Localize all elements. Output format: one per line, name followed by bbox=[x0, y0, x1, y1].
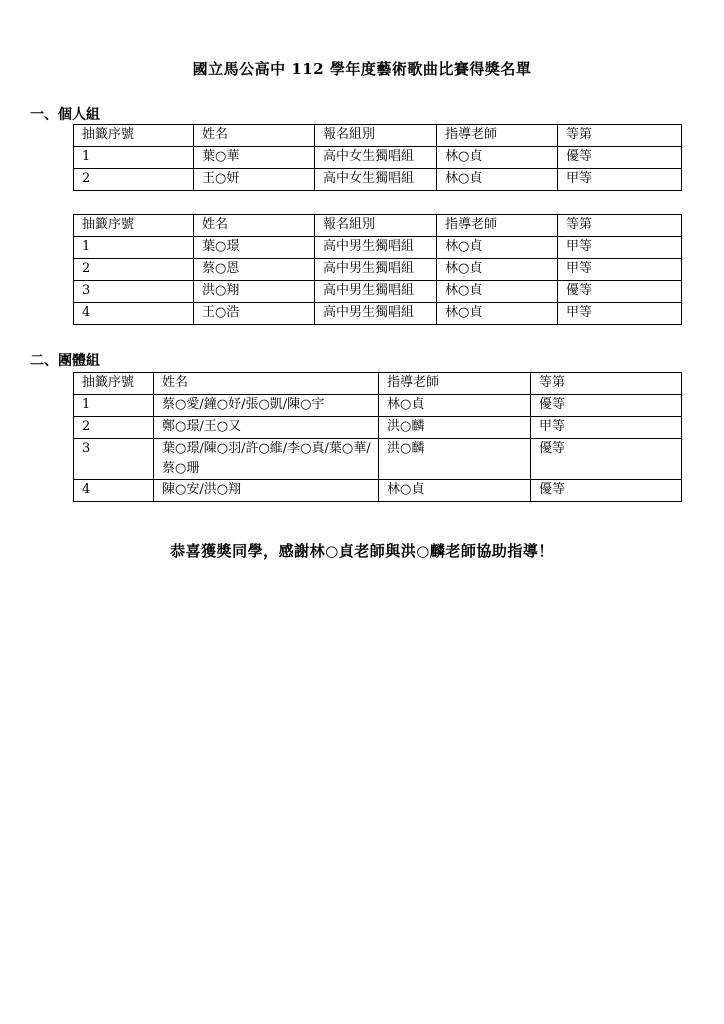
header-cell: 等第 bbox=[558, 215, 682, 237]
header-cell: 指導老師 bbox=[437, 215, 558, 237]
cell-category: 高中女生獨唱組 bbox=[315, 147, 437, 169]
cell-category: 高中男生獨唱組 bbox=[315, 303, 437, 325]
section-heading-individual: 一、個人組 bbox=[30, 107, 100, 123]
cell-teacher: 林○貞 bbox=[437, 303, 558, 325]
cell-name: 洪○翔 bbox=[194, 281, 315, 303]
cell-seq: 1 bbox=[74, 395, 154, 417]
cell-grade: 甲等 bbox=[558, 259, 682, 281]
cell-teacher: 林○貞 bbox=[437, 237, 558, 259]
cell-seq: 3 bbox=[74, 281, 194, 303]
cell-seq: 1 bbox=[74, 237, 194, 259]
header-cell: 姓名 bbox=[194, 125, 315, 147]
table-header-row bbox=[74, 125, 682, 147]
group-table bbox=[73, 372, 682, 502]
cell-grade: 優等 bbox=[531, 395, 682, 417]
header-cell: 姓名 bbox=[154, 373, 379, 395]
table-header-row bbox=[74, 215, 682, 237]
header-cell: 姓名 bbox=[194, 215, 315, 237]
cell-seq: 4 bbox=[74, 303, 194, 325]
congratulations-message: 恭喜獲獎同學，感謝林○貞老師與洪○麟老師協助指導！ bbox=[170, 542, 554, 560]
cell-name: 王○浩 bbox=[194, 303, 315, 325]
cell-grade: 甲等 bbox=[531, 417, 682, 439]
cell-grade: 優等 bbox=[558, 281, 682, 303]
cell-name: 陳○安/洪○翔 bbox=[154, 480, 379, 502]
header-cell: 報名組別 bbox=[315, 125, 437, 147]
cell-teacher: 洪○麟 bbox=[379, 439, 531, 480]
header-cell: 等第 bbox=[558, 125, 682, 147]
cell-category: 高中男生獨唱組 bbox=[315, 237, 437, 259]
table-row bbox=[74, 281, 682, 303]
cell-category: 高中男生獨唱組 bbox=[315, 259, 437, 281]
table-row bbox=[74, 417, 682, 439]
header-cell: 抽籤序號 bbox=[74, 215, 194, 237]
table-row bbox=[74, 480, 682, 502]
table-header-row bbox=[74, 373, 682, 395]
cell-category: 高中男生獨唱組 bbox=[315, 281, 437, 303]
table-row bbox=[74, 303, 682, 325]
cell-grade: 甲等 bbox=[558, 169, 682, 191]
cell-teacher: 林○貞 bbox=[437, 169, 558, 191]
header-cell: 等第 bbox=[531, 373, 682, 395]
cell-name: 葉○璟/陳○羽/許○維/李○真/葉○華/蔡○珊 bbox=[154, 439, 379, 480]
table-row bbox=[74, 439, 682, 480]
cell-name: 鄭○璟/王○又 bbox=[154, 417, 379, 439]
cell-teacher: 林○貞 bbox=[379, 480, 531, 502]
cell-grade: 甲等 bbox=[558, 237, 682, 259]
cell-seq: 2 bbox=[74, 417, 154, 439]
table-row bbox=[74, 237, 682, 259]
page-title: 國立馬公高中 112 學年度藝術歌曲比賽得獎名單 bbox=[192, 60, 532, 78]
cell-seq: 2 bbox=[74, 169, 194, 191]
cell-grade: 優等 bbox=[558, 147, 682, 169]
table-row bbox=[74, 169, 682, 191]
table-row bbox=[74, 395, 682, 417]
header-cell: 指導老師 bbox=[379, 373, 531, 395]
individual-female-table bbox=[73, 124, 682, 191]
cell-grade: 甲等 bbox=[558, 303, 682, 325]
cell-name: 葉○華 bbox=[194, 147, 315, 169]
cell-teacher: 林○貞 bbox=[379, 395, 531, 417]
cell-grade: 優等 bbox=[531, 439, 682, 480]
header-cell: 指導老師 bbox=[437, 125, 558, 147]
header-cell: 抽籤序號 bbox=[74, 125, 194, 147]
cell-teacher: 林○貞 bbox=[437, 281, 558, 303]
header-cell: 報名組別 bbox=[315, 215, 437, 237]
section-heading-group: 二、團體組 bbox=[30, 353, 100, 369]
individual-male-table bbox=[73, 214, 682, 325]
cell-seq: 4 bbox=[74, 480, 154, 502]
cell-teacher: 洪○麟 bbox=[379, 417, 531, 439]
cell-category: 高中女生獨唱組 bbox=[315, 169, 437, 191]
cell-grade: 優等 bbox=[531, 480, 682, 502]
header-cell: 抽籤序號 bbox=[74, 373, 154, 395]
cell-name: 王○妍 bbox=[194, 169, 315, 191]
cell-seq: 3 bbox=[74, 439, 154, 480]
cell-seq: 2 bbox=[74, 259, 194, 281]
cell-name: 葉○璟 bbox=[194, 237, 315, 259]
cell-name: 蔡○恩 bbox=[194, 259, 315, 281]
table-row bbox=[74, 147, 682, 169]
cell-teacher: 林○貞 bbox=[437, 147, 558, 169]
cell-teacher: 林○貞 bbox=[437, 259, 558, 281]
cell-name: 蔡○愛/鐘○妤/張○凱/陳○宇 bbox=[154, 395, 379, 417]
table-row bbox=[74, 259, 682, 281]
cell-seq: 1 bbox=[74, 147, 194, 169]
